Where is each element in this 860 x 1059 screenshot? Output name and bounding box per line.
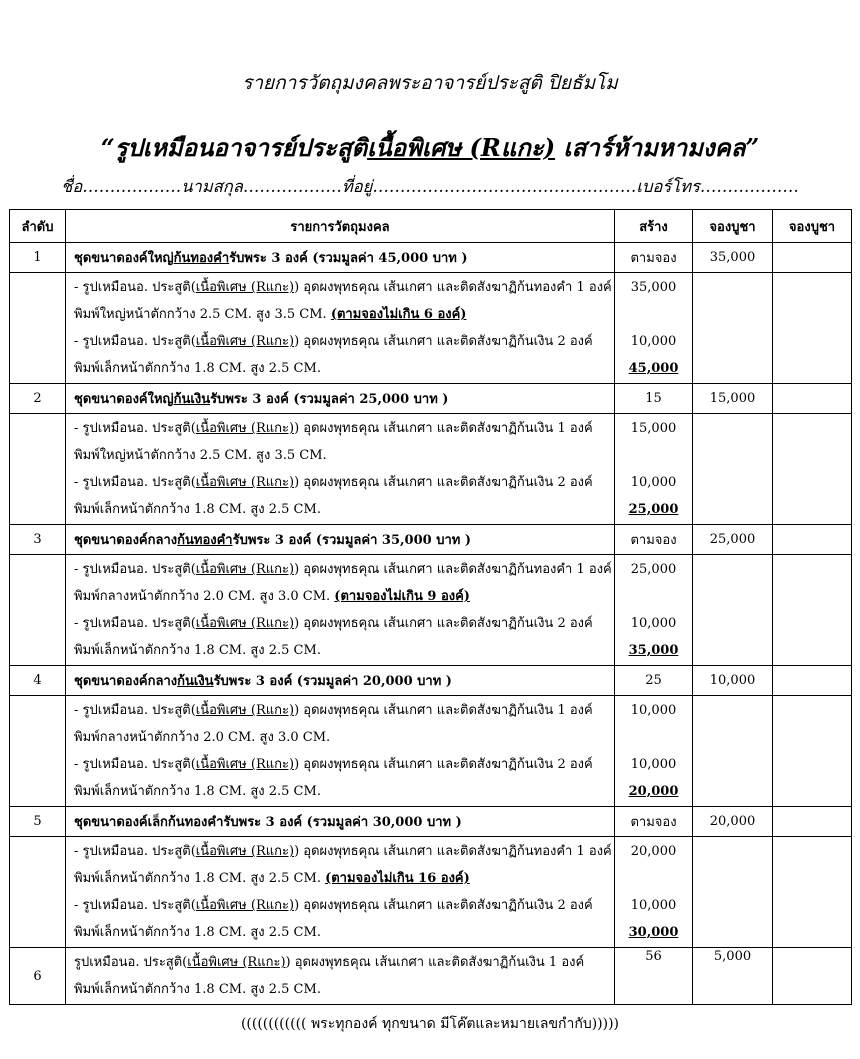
detail-material: เนื้อพิเศษ (Rแกะ)	[195, 703, 295, 718]
reserve-price: 25,000	[693, 525, 773, 555]
detail-line-1-a: - รูปเหมือนอ. ประสูติ(	[74, 280, 196, 295]
row-number: 4	[10, 666, 66, 696]
amulet-table	[9, 209, 852, 1005]
set-title-a: ชุดขนาดองค์ใหญ่	[74, 392, 174, 407]
detail-material-2: เนื้อพิเศษ (Rแกะ)	[195, 475, 295, 490]
row-number: 3	[10, 525, 66, 555]
set-title	[66, 525, 615, 555]
detail-material-2: เนื้อพิเศษ (Rแกะ)	[195, 757, 295, 772]
detail-line-4	[74, 778, 613, 805]
set-title	[66, 243, 615, 273]
detail-line-2-text: พิมพ์เล็กหน้าตักกว้าง 1.8 CM. สูง 2.5 CM.	[74, 871, 321, 886]
set-title-underlined: ก้นเงิน	[173, 392, 211, 407]
detail-blank-1	[693, 273, 773, 384]
detail-no-blank	[10, 696, 66, 807]
reserve-price: 15,000	[693, 384, 773, 414]
value-spacer	[616, 724, 691, 751]
table-row-main	[10, 807, 852, 837]
value-spacer	[616, 583, 691, 610]
detail-material-2: เนื้อพิเศษ (Rแกะ)	[195, 334, 295, 349]
detail-line-2-text: พิมพ์กลางหน้าตักกว้าง 2.0 CM. สูง 3.0 CM.	[74, 730, 331, 745]
detail-line-1-b: ) อุดผงพุทธคุณ เส้นเกศา และติดสังฆาฏิก้นทองคำ 1 องค์	[294, 562, 612, 577]
footer-note: (((((((((((( พระทุกองค์ ทุกขนาด มีโค๊ตและหมายเลขกำกับ)))))	[240, 1016, 620, 1032]
detail-line-1-a: - รูปเหมือนอ. ประสูติ(	[74, 421, 196, 436]
build-count: 25	[615, 666, 693, 696]
detail-line-3-a: - รูปเหมือนอ. ประสูติ(	[74, 616, 196, 631]
detail-line-1-a: - รูปเหมือนอ. ประสูติ(	[74, 844, 196, 859]
contact-form-line: ชื่อ………………นามสกุล………………ที่อยู่…………………………………………เบอร์โทร………………	[61, 177, 799, 196]
document-title: รายการวัตถุมงคลพระอาจารย์ประสูติ ปิยธัมโม	[242, 72, 618, 94]
detail-description	[66, 273, 615, 384]
detail-limit-note: (ตามจองไม่เกิน 6 องค์)	[330, 307, 467, 322]
detail-limit-note: (ตามจองไม่เกิน 16 องค์)	[325, 871, 470, 886]
reserve-price: 5,000	[693, 948, 773, 1005]
header-item: รายการวัตถุมงคล	[66, 210, 615, 243]
detail-line-3-b: ) อุดผงพุทธคุณ เส้นเกศา และติดสังฆาฏิก้นเงิน 2 องค์	[294, 334, 593, 349]
subtitle-post: เสาร์ห้ามหามงคล”	[555, 133, 760, 162]
detail-description	[66, 696, 615, 807]
detail-blank-2	[773, 414, 852, 525]
detail-line-3	[74, 328, 613, 355]
detail-blank-1	[693, 696, 773, 807]
detail-line-4-text: พิมพ์เล็กหน้าตักกว้าง 1.8 CM. สูง 2.5 CM.	[74, 925, 321, 940]
reserve-blank	[773, 807, 852, 837]
value-spacer	[616, 301, 691, 328]
header-no: ลำดับ	[10, 210, 66, 243]
value-1: 25,000	[630, 562, 677, 577]
value-2: 10,000	[630, 757, 677, 772]
value-total-text: 30,000	[628, 925, 679, 940]
value-2: 10,000	[630, 475, 677, 490]
table-row-detail	[10, 414, 852, 525]
detail-values	[615, 273, 693, 384]
detail-line-1	[74, 415, 613, 442]
detail-line-3-a: - รูปเหมือนอ. ประสูติ(	[74, 475, 196, 490]
row-number: 2	[10, 384, 66, 414]
subtitle-pre: “รูปเหมือนอาจารย์ประสูติ	[100, 133, 368, 162]
build-count: 15	[615, 384, 693, 414]
detail-line-1	[74, 838, 613, 865]
detail-no-blank	[10, 837, 66, 948]
detail-line-2	[74, 865, 613, 892]
detail-line-3-b: ) อุดผงพุทธคุณ เส้นเกศา และติดสังฆาฏิก้นเงิน 2 องค์	[294, 475, 593, 490]
value-2: 10,000	[630, 898, 677, 913]
set-title	[66, 384, 615, 414]
reserve-price: 20,000	[693, 807, 773, 837]
detail-line-4-text: พิมพ์เล็กหน้าตักกว้าง 1.8 CM. สูง 2.5 CM.	[74, 361, 321, 376]
value-1: 10,000	[630, 703, 677, 718]
value-1: 15,000	[630, 421, 677, 436]
detail-line-3-a: - รูปเหมือนอ. ประสูติ(	[74, 757, 196, 772]
subtitle-underlined: เนื้อพิเศษ (Rแกะ)	[367, 133, 556, 162]
table-row-main	[10, 525, 852, 555]
reserve-blank	[773, 666, 852, 696]
set-title-a: ชุดขนาดองค์กลาง	[74, 674, 178, 689]
detail-values	[615, 837, 693, 948]
detail-line-4	[74, 919, 613, 946]
value-total-text: 25,000	[628, 502, 679, 517]
value-total	[616, 637, 691, 664]
row6-line-2: พิมพ์เล็กหน้าตักกว้าง 1.8 CM. สูง 2.5 CM.	[74, 982, 321, 997]
value-spacer	[616, 442, 691, 469]
detail-blank-2	[773, 696, 852, 807]
detail-line-4	[74, 637, 613, 664]
detail-values	[615, 414, 693, 525]
row6-line-1-b: ) อุดผงพุทธคุณ เส้นเกศา และติดสังฆาฏิก้นเงิน 1 องค์	[285, 955, 585, 970]
set-title-underlined: ก้นทองคำ	[177, 533, 233, 548]
detail-line-1-b: ) อุดผงพุทธคุณ เส้นเกศา และติดสังฆาฏิก้นทองคำ 1 องค์	[294, 280, 612, 295]
reserve-blank	[773, 243, 852, 273]
detail-no-blank	[10, 555, 66, 666]
table-row-main	[10, 384, 852, 414]
detail-line-3-a: - รูปเหมือนอ. ประสูติ(	[74, 898, 196, 913]
detail-material: เนื้อพิเศษ (Rแกะ)	[195, 844, 295, 859]
value-spacer	[616, 865, 691, 892]
detail-line-1	[74, 274, 613, 301]
row6-material: เนื้อพิเศษ (Rแกะ)	[187, 955, 286, 970]
header-reserve: จองบูชา	[693, 210, 773, 243]
value-total	[616, 778, 691, 805]
detail-line-2	[74, 301, 613, 328]
detail-line-3	[74, 751, 613, 778]
reserve-price: 10,000	[693, 666, 773, 696]
document-subtitle	[0, 128, 860, 167]
set-title-underlined: ก้นทองคำ	[173, 251, 230, 266]
detail-material: เนื้อพิเศษ (Rแกะ)	[195, 421, 295, 436]
value-2: 10,000	[630, 334, 677, 349]
detail-line-3	[74, 610, 613, 637]
detail-description	[66, 837, 615, 948]
header-reserve-2: จองบูชา	[773, 210, 852, 243]
detail-line-1-a: - รูปเหมือนอ. ประสูติ(	[74, 703, 196, 718]
detail-line-3-b: ) อุดผงพุทธคุณ เส้นเกศา และติดสังฆาฏิก้นเงิน 2 องค์	[294, 757, 593, 772]
detail-blank-2	[773, 273, 852, 384]
value-1: 20,000	[630, 844, 677, 859]
value-2: 10,000	[630, 616, 677, 631]
detail-description	[66, 414, 615, 525]
build-count: 56	[615, 948, 693, 1005]
value-total-text: 20,000	[628, 784, 679, 799]
set-title-b: รับพระ 3 องค์ (รวมมูลค่า 20,000 บาท )	[213, 674, 452, 689]
detail-line-1-b: ) อุดผงพุทธคุณ เส้นเกศา และติดสังฆาฏิก้นเงิน 1 องค์	[294, 703, 593, 718]
value-total	[616, 919, 691, 946]
detail-line-2-text: พิมพ์ใหญ่หน้าตักกว้าง 2.5 CM. สูง 3.5 CM.	[74, 307, 327, 322]
detail-line-4-text: พิมพ์เล็กหน้าตักกว้าง 1.8 CM. สูง 2.5 CM.	[74, 502, 321, 517]
detail-line-4-text: พิมพ์เล็กหน้าตักกว้าง 1.8 CM. สูง 2.5 CM.	[74, 643, 321, 658]
detail-material: เนื้อพิเศษ (Rแกะ)	[195, 280, 295, 295]
reserve-price: 35,000	[693, 243, 773, 273]
detail-line-1	[74, 697, 613, 724]
table-header-row	[10, 210, 852, 243]
detail-line-2	[74, 724, 613, 751]
detail-material-2: เนื้อพิเศษ (Rแกะ)	[195, 616, 295, 631]
detail-line-1-a: - รูปเหมือนอ. ประสูติ(	[74, 562, 196, 577]
reserve-blank	[773, 384, 852, 414]
set-title-a: ชุดขนาดองค์ใหญ่	[74, 251, 174, 266]
table-row-detail	[10, 273, 852, 384]
table-row-detail	[10, 696, 852, 807]
detail-line-1-b: ) อุดผงพุทธคุณ เส้นเกศา และติดสังฆาฏิก้นทองคำ 1 องค์	[294, 844, 612, 859]
detail-no-blank	[10, 414, 66, 525]
reserve-blank	[773, 948, 852, 1005]
detail-line-4	[74, 496, 613, 523]
detail-line-4-text: พิมพ์เล็กหน้าตักกว้าง 1.8 CM. สูง 2.5 CM.	[74, 784, 321, 799]
row6-line-1	[74, 949, 613, 976]
row6-description	[66, 948, 615, 1005]
detail-line-3	[74, 469, 613, 496]
detail-values	[615, 555, 693, 666]
table-row-detail	[10, 837, 852, 948]
build-count: ตามจอง	[615, 807, 693, 837]
detail-no-blank	[10, 273, 66, 384]
detail-line-3-a: - รูปเหมือนอ. ประสูติ(	[74, 334, 196, 349]
detail-values	[615, 696, 693, 807]
detail-line-1-b: ) อุดผงพุทธคุณ เส้นเกศา และติดสังฆาฏิก้นเงิน 1 องค์	[294, 421, 593, 436]
detail-line-4	[74, 355, 613, 382]
detail-material-2: เนื้อพิเศษ (Rแกะ)	[195, 898, 295, 913]
value-1: 35,000	[630, 280, 677, 295]
table-row-main	[10, 948, 852, 1005]
row-number: 5	[10, 807, 66, 837]
detail-blank-1	[693, 837, 773, 948]
detail-blank-1	[693, 555, 773, 666]
build-count: ตามจอง	[615, 525, 693, 555]
detail-material: เนื้อพิเศษ (Rแกะ)	[195, 562, 295, 577]
table-row-main	[10, 243, 852, 273]
detail-line-1	[74, 556, 613, 583]
value-total	[616, 496, 691, 523]
set-title	[66, 807, 615, 837]
row-number: 1	[10, 243, 66, 273]
detail-line-3-b: ) อุดผงพุทธคุณ เส้นเกศา และติดสังฆาฏิก้นเงิน 2 องค์	[294, 898, 593, 913]
value-total-text: 45,000	[628, 361, 679, 376]
table-row-detail	[10, 555, 852, 666]
detail-limit-note: (ตามจองไม่เกิน 9 องค์)	[334, 589, 470, 604]
table-row-main	[10, 666, 852, 696]
detail-line-2-text: พิมพ์ใหญ่หน้าตักกว้าง 2.5 CM. สูง 3.5 CM.	[74, 448, 327, 463]
detail-line-3-b: ) อุดผงพุทธคุณ เส้นเกศา และติดสังฆาฏิก้นเงิน 2 องค์	[294, 616, 593, 631]
detail-blank-2	[773, 837, 852, 948]
set-title	[66, 666, 615, 696]
set-title-b: รับพระ 3 องค์ (รวมมูลค่า 45,000 บาท )	[229, 251, 468, 266]
detail-line-2	[74, 442, 613, 469]
set-title-a: ชุดขนาดองค์กลาง	[74, 533, 178, 548]
detail-line-2	[74, 583, 613, 610]
detail-description	[66, 555, 615, 666]
detail-line-2-text: พิมพ์กลางหน้าตักกว้าง 2.0 CM. สูง 3.0 CM.	[74, 589, 331, 604]
set-title-b: รับพระ 3 องค์ (รวมมูลค่า 25,000 บาท )	[210, 392, 449, 407]
set-title-a: ชุดขนาดองค์เล็กก้นทองคำรับพระ 3 องค์ (รวมมูลค่า 30,000 บาท )	[74, 815, 462, 830]
detail-blank-2	[773, 555, 852, 666]
row6-line-1-a: รูปเหมือนอ. ประสูติ(	[74, 955, 188, 970]
header-build: สร้าง	[615, 210, 693, 243]
value-total	[616, 355, 691, 382]
row-number: 6	[10, 948, 66, 1005]
set-title-b: รับพระ 3 องค์ (รวมมูลค่า 35,000 บาท )	[232, 533, 471, 548]
detail-line-3	[74, 892, 613, 919]
reserve-blank	[773, 525, 852, 555]
value-total-text: 35,000	[628, 643, 679, 658]
detail-blank-1	[693, 414, 773, 525]
build-count: ตามจอง	[615, 243, 693, 273]
set-title-underlined: ก้นเงิน	[177, 674, 214, 689]
